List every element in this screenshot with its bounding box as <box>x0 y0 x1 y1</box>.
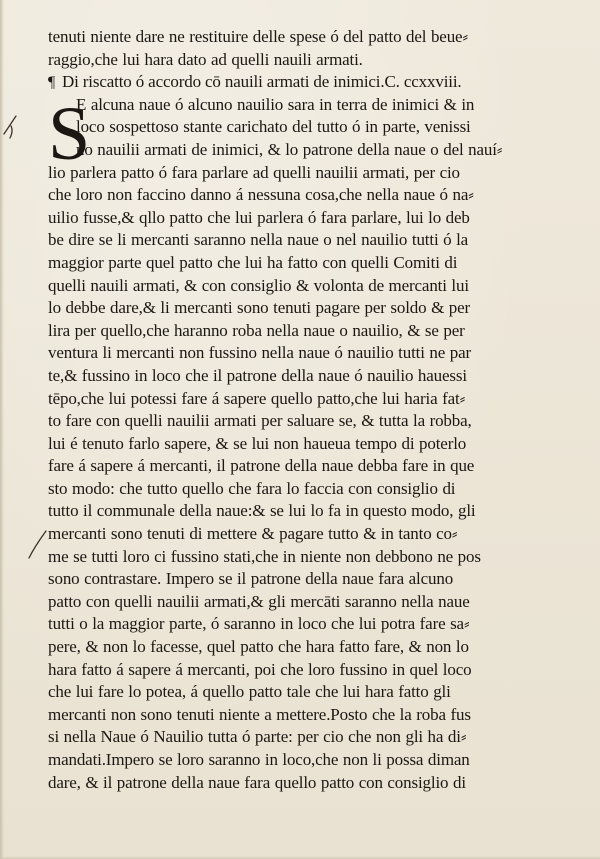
text-line: sto modo: che tutto quello che fara lo faccia con consiglio di <box>48 478 456 498</box>
text-line: te,& fussino in loco che il patrone della naue ó nauilio hauessi <box>48 365 467 385</box>
text-line: che loro non faccino danno á nessuna cosa,che nella naue ó na⸗ <box>48 185 474 205</box>
text-line: lio parlera patto ó fara parlare ad quelli nauilii armati, per cio <box>48 162 460 182</box>
drop-cap-initial: S <box>48 92 91 176</box>
text-line: pere, & non lo facesse, quel patto che hara fatto fare, & non lo <box>48 637 469 657</box>
text-line: loco sospettoso stante carichato del tutto ó in parte, venissi <box>76 117 471 137</box>
text-line: uilio fusse,& qllo patto che lui parlera ó fara parlare, lui lo deb <box>48 207 470 227</box>
paragraph-mark-icon: ¶ <box>48 74 56 92</box>
text-line: mandati.Impero se loro saranno in loco,che non li possa diman <box>48 750 470 769</box>
text-line: to fare con quelli nauilii armati per saluare se, & tutta la robba, <box>48 411 472 431</box>
text-line: sono contrastare. Impero se il patrone della naue fara alcuno <box>48 569 454 589</box>
margin-pen-mark-icon <box>2 112 22 140</box>
text-line: lo debbe dare,& li mercanti sono tenuti pagare per soldo & per <box>48 298 471 318</box>
text-line: patto con quelli nauilii armati,& gli mercāti saranno nella naue <box>48 591 470 611</box>
chapter-heading-text: Di riscatto ó accordo cō nauili armati de inimici.C. ccxxviii. <box>62 72 462 92</box>
text-line: che lui fare lo potea, á quello patto tale che lui hara fatto gli <box>48 682 451 702</box>
text-line: tutti o la maggior parte, ó saranno in loco che lui potra fare sa⸗ <box>48 614 470 634</box>
margin-pen-stroke-icon <box>26 528 50 562</box>
text-line: raggio,che lui hara dato ad quelli nauili armati. <box>48 49 363 69</box>
text-line: dare, & il patrone della naue fara quello patto con consiglio di <box>48 772 466 792</box>
chapter-heading <box>48 71 578 94</box>
text-line: me se tutti loro ci fussino stati,che in niente non debbono ne pos <box>48 546 481 566</box>
text-block <box>48 26 578 794</box>
text-line: mercanti non sono tenuti niente a mettere.Posto che la roba fus <box>48 704 471 724</box>
text-line: fare á sapere á mercanti, il patrone della naue debba fare in que <box>48 456 475 476</box>
text-line: tēpo,che lui potessi fare á sapere quello patto,che lui haria fat⸗ <box>48 388 466 408</box>
text-line: quelli nauili armati, & con consiglio & volonta de mercanti lui <box>48 275 469 295</box>
text-line: si nella Naue ó Nauilio tutta ó parte: per cio che non gli ha di⸗ <box>48 727 467 747</box>
text-line: lira per quello,che haranno roba nella naue o nauilio, & se per <box>48 320 465 340</box>
text-line: tenuti niente dare ne restituire delle spese ó del patto del beue⸗ <box>48 27 468 46</box>
text-line: be dire se li mercanti saranno nella naue o nel nauilio tutti ó la <box>48 230 469 250</box>
text-line: maggior parte quel patto che lui ha fatto con quelli Comiti di <box>48 252 458 272</box>
text-line: E alcuna naue ó alcuno nauilio sara in terra de inimici & in <box>76 94 475 114</box>
text-line: hara fatto á sapere á mercanti, poi che loro fussino in quel loco <box>48 659 472 679</box>
text-line: tutto il communale della naue:& se lui lo fa in questo modo, gli <box>48 501 476 521</box>
text-line: mercanti sono tenuti di mettere & pagare tutto & in tanto co⸗ <box>48 524 458 544</box>
text-line: lui é tenuto farlo sapere, & se lui non haueua tempo di poterlo <box>48 433 467 453</box>
text-line: ventura li mercanti non fussino nella naue ó nauilio tutti ne par <box>48 343 471 363</box>
text-line: no nauilii armati de inimici, & lo patrone della naue o del nauí⸗ <box>76 139 503 159</box>
